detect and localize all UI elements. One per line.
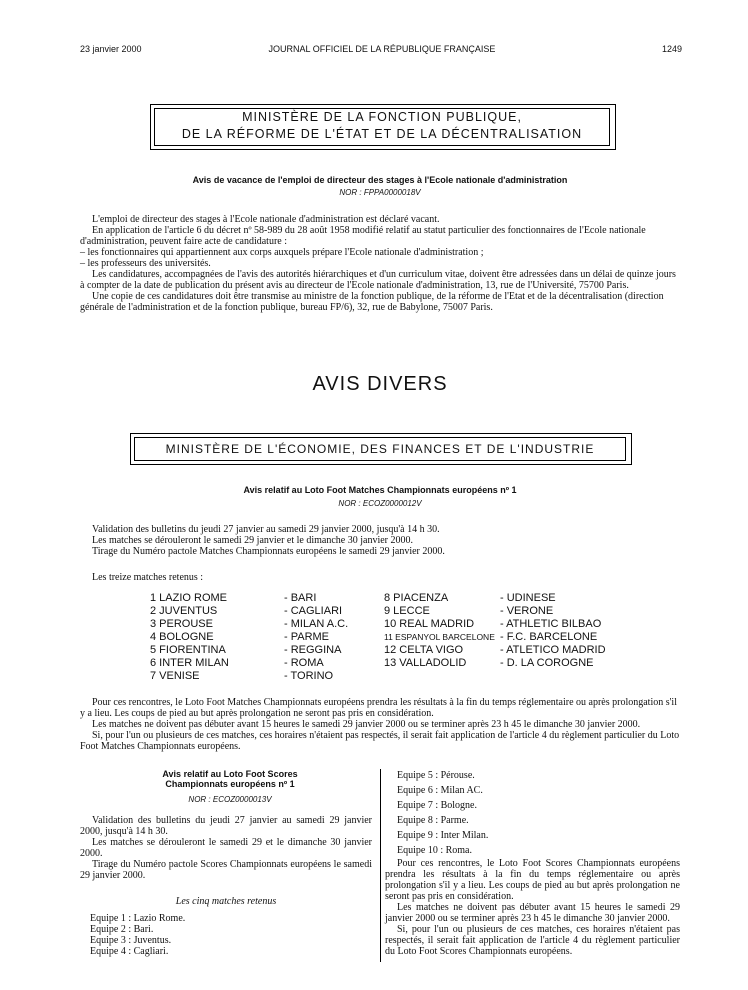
ministry-heading-1 [154,108,610,146]
matches-intro: Les treize matches retenus : [92,572,204,583]
match-home: 8 PIACENZA [384,592,449,604]
avis-2-paragraph: Tirage du Numéro pactole Matches Championnats européens le samedi 29 janvier 2000. [92,546,445,557]
matches-right-home [384,592,495,670]
team-item: Equipe 1 : Lazio Rome. [90,913,186,924]
avis-3-body [80,815,372,881]
team-item: Equipe 5 : Pérouse. [397,770,475,781]
team-item: Equipe 4 : Cagliari. [90,946,169,957]
match-away: - REGGINA [284,644,342,656]
avis-1-paragraph: En application de l'article 6 du décret nº 58-989 du 28 août 1958 modifié relatif au statut particulier des fonctionnaires de l'Ecole nationale d'administration, peuvent faire acte de candidature : [80,225,646,247]
avis-2-closing [80,697,680,752]
journal-title: JOURNAL OFFICIEL DE LA RÉPUBLIQUE FRANÇAISE [268,44,496,54]
header-date: 23 janvier 2000 [80,44,142,54]
matches-left-home [150,592,229,683]
teams-right [397,768,488,858]
match-away: - ROMA [284,657,324,669]
match-home: 4 BOLOGNE [150,631,214,643]
avis-3-subtitle: Les cinq matches retenus [175,896,277,907]
avis-3-paragraph: Tirage du Numéro pactole Scores Championnats européens le samedi 29 janvier 2000. [80,859,372,881]
match-home: 6 INTER MILAN [150,657,229,669]
avis-3-nor: NOR : ECOZ0000013V [188,795,272,804]
match-away: - F.C. BARCELONE [500,631,598,643]
team-item: Equipe 2 : Bari. [90,924,154,935]
avis-1-nor: NOR : FPPA0000018V [339,188,421,197]
avis-2-paragraph: Les matches se dérouleront le samedi 29 janvier et le dimanche 30 janvier 2000. [92,535,414,546]
avis-3-closing-paragraph: Les matches ne doivent pas débuter avant 15 heures le samedi 29 janvier 2000 ou se terminer après 23 h 45 le dimanche 30 janvier 2000. [385,902,680,924]
team-item: Equipe 3 : Juventus. [90,935,172,946]
teams-left [90,913,185,957]
match-away: - BARI [284,592,317,604]
avis-2-closing-paragraph: Pour ces rencontres, le Loto Foot Matches Championnats européens prendra les résultats à la fin du temps réglementaire ou après prolongation s'il y a lieu. Les coups de pied au but après prolongation ne seront pas pris en considération. [80,697,677,719]
match-away: - PARME [284,631,330,643]
team-item: Equipe 6 : Milan AC. [397,785,483,796]
match-away: - ATLETICO MADRID [500,644,606,656]
avis-3-paragraph: Les matches se dérouleront le samedi 29 et le dimanche 30 janvier 2000. [80,837,372,859]
avis-2-body [80,524,680,557]
avis-2-paragraph: Validation des bulletins du jeudi 27 janvier au samedi 29 janvier 2000, jusqu'à 14 h 30. [92,524,440,535]
column-divider [380,769,381,962]
match-away: - VERONE [500,605,554,617]
match-home: 9 LECCE [384,605,430,617]
match-away: - D. LA COROGNE [500,657,594,669]
avis-1-title: Avis de vacance de l'emploi de directeur des stages à l'Ecole nationale d'administration [192,175,568,185]
match-home: 3 PEROUSE [150,618,213,630]
avis-3-closing-paragraph: Pour ces rencontres, le Loto Foot Scores Championnats européens prendra les résultats à la fin du temps réglementaire ou après prolongation s'il y a lieu. Les coups de pied au but après prolongation ne seront pas pris en considération. [385,858,680,902]
match-home: 7 VENISE [150,670,200,682]
avis-1-paragraph: Une copie de ces candidatures doit être transmise au ministre de la fonction publique, de la réforme de l'Etat et de la décentralisation (direction générale de l'administration et de la fonction publique, bureau FP/6), 32, rue de Babylone, 75007 Paris. [80,291,664,313]
match-away: - TORINO [284,670,334,682]
avis-2-closing-paragraph: Les matches ne doivent pas débuter avant 15 heures le samedi 29 janvier 2000 ou se terminer après 23 h 45 le dimanche 30 janvier 2000. [92,719,641,730]
page-number: 1249 [661,44,682,54]
ministry-1-line1: MINISTÈRE DE LA FONCTION PUBLIQUE, [242,110,522,124]
match-home: 5 FIORENTINA [150,644,226,656]
team-item: Equipe 7 : Bologne. [397,800,477,811]
avis-2-closing-paragraph: Si, pour l'un ou plusieurs de ces matches, ces horaires n'étaient pas respectés, il serait fait application de l'article 4 du règlement particulier du Loto Foot Matches Championnats européens. [80,730,680,752]
team-item: Equipe 8 : Parme. [397,815,469,826]
match-home: 1 LAZIO ROME [150,592,228,604]
avis-1-paragraph: – les professeurs des universités. [80,258,211,269]
match-away: - MILAN A.C. [284,618,349,630]
avis-3-closing [385,858,680,957]
avis-3-title-line2: Championnats européens nº 1 [165,779,295,789]
matches-right-away [500,592,606,670]
match-home: 10 REAL MADRID [384,618,475,630]
match-away: - ATHLETIC BILBAO [500,618,602,630]
match-home: 13 VALLADOLID [384,657,467,669]
matches-left-away [284,592,348,683]
avis-3-title [90,769,370,789]
match-home: 2 JUVENTUS [150,605,218,617]
avis-1-body [80,214,680,313]
ministry-heading-2: MINISTÈRE DE L'ÉCONOMIE, DES FINANCES ET DE L'INDUSTRIE [134,437,626,461]
match-home: 11 ESPANYOL BARCELONE [384,632,495,642]
avis-2-nor: NOR : ECOZ0000012V [338,499,422,508]
avis-1-paragraph: – les fonctionnaires qui appartiennent aux corps auxquels prépare l'Ecole nationale d'administration ; [80,247,484,258]
match-away: - CAGLIARI [284,605,343,617]
match-home: 12 CELTA VIGO [384,644,464,656]
avis-3-closing-paragraph: Si, pour l'un ou plusieurs de ces matches, ces horaires n'étaient pas respectés, il serait fait application de l'article 4 du règlement particulier du Loto Foot Scores Championnats européens. [385,924,680,957]
avis-3-title-line1: Avis relatif au Loto Foot Scores [162,769,298,779]
team-item: Equipe 10 : Roma. [397,845,472,856]
avis-3-paragraph: Validation des bulletins du jeudi 27 janvier au samedi 29 janvier 2000, jusqu'à 14 h 30. [80,815,372,837]
avis-1-paragraph: L'emploi de directeur des stages à l'Ecole nationale d'administration est déclaré vacant. [92,214,440,225]
avis-1-paragraph: Les candidatures, accompagnées de l'avis des autorités hiérarchiques et d'un curriculum vitae, doivent être adressées dans un délai de quinze jours à compter de la date de publication du présent avis au directeur de l'Ecole nationale d'administration, 13, rue de l'Université, 75700 Paris. [80,269,676,291]
match-away: - UDINESE [500,592,556,604]
section-title: AVIS DIVERS [312,373,448,395]
ministry-1-line2: DE LA RÉFORME DE L'ÉTAT ET DE LA DÉCENTRALISATION [181,127,583,141]
team-item: Equipe 9 : Inter Milan. [397,830,489,841]
avis-2-title: Avis relatif au Loto Foot Matches Championnats européens nº 1 [243,485,517,495]
